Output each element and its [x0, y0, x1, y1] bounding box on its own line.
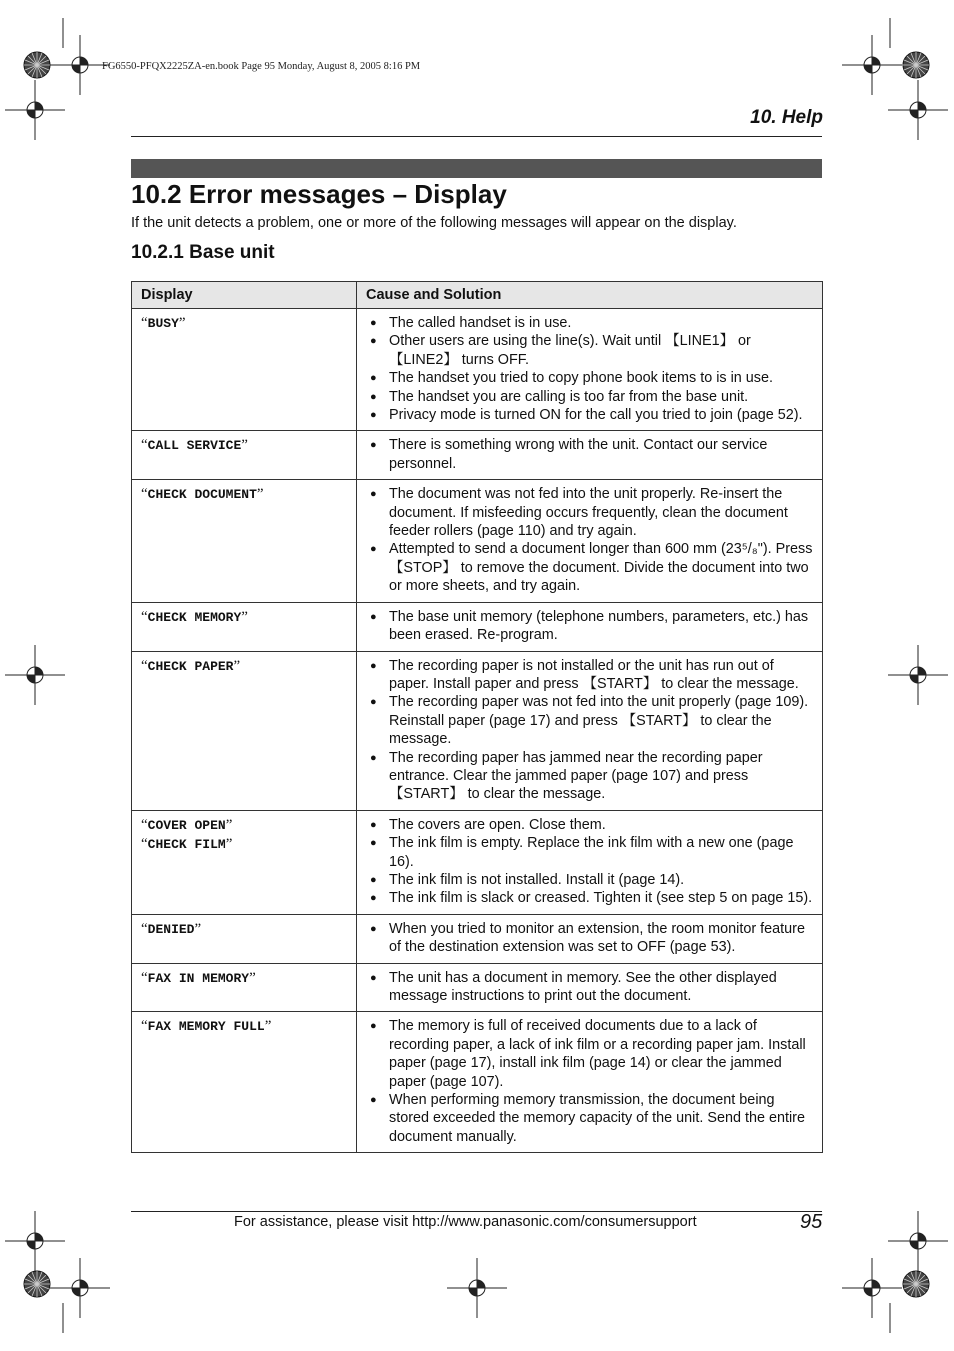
page-title: 10.2 Error messages – Display [131, 179, 507, 209]
display-message: “CHECK DOCUMENT” [141, 486, 264, 503]
display-message: “CALL SERVICE” [141, 437, 248, 454]
column-header-display: Display [132, 282, 357, 309]
cause-item: ● The ink film is empty. Replace the ink film with a new one (page 16). [366, 834, 814, 871]
star-mark-top-right [903, 52, 929, 78]
cause-item: ● The base unit memory (telephone numbers, parameters, etc.) has been erased. Re-program. [366, 608, 814, 645]
star-mark-bottom-left [24, 1271, 50, 1297]
cause-list [366, 485, 814, 595]
cause-list [366, 314, 814, 424]
cause-list [366, 608, 814, 645]
cause-item: ● The recording paper is not installed or the unit has run out of paper. Install paper and press 【START】 to clear the message. [366, 657, 814, 694]
display-cell [132, 602, 357, 651]
display-message: “CHECK PAPER” [141, 657, 241, 674]
cause-item: ● Attempted to send a document longer than 600 mm (23⁵/₈"). Press 【STOP】 to remove the document. Divide the document into two or more sheets, and try again. [366, 540, 814, 595]
cause-list [366, 969, 814, 1006]
cause-item: ● Privacy mode is turned ON for the call you tried to join (page 52). [366, 406, 814, 424]
cause-item: ● The unit has a document in memory. See the other displayed message instructions to print out the document. [366, 969, 814, 1006]
display-cell [132, 810, 357, 914]
header-rule [131, 136, 822, 137]
table-row [132, 431, 823, 480]
cause-item: ● The memory is full of received documents due to a lack of recording paper, a lack of ink film or a recording paper jam. Install paper (page 17), install ink film (page 14) or clear the jammed paper (page 107). [366, 1017, 814, 1091]
cause-cell [357, 602, 823, 651]
cause-item: ● The handset you tried to copy phone book items to is in use. [366, 369, 814, 387]
cause-cell [357, 309, 823, 431]
table-body [132, 309, 823, 1153]
display-message: “COVER OPEN” [141, 816, 233, 833]
cause-item: ● The handset you are calling is too far from the base unit. [366, 388, 814, 406]
assistance-text: For assistance, please visit http://www.panasonic.com/consumersupport [234, 1214, 697, 1230]
cause-list [366, 657, 814, 804]
cause-item: ● The ink film is slack or creased. Tighten it (see step 5 on page 15). [366, 889, 814, 907]
cause-item: ● When performing memory transmission, the document being stored exceeded the memory capacity of the unit. Send the entire document manually. [366, 1091, 814, 1146]
cause-cell [357, 480, 823, 602]
cause-item: ● The document was not fed into the unit properly. Re-insert the document. If misfeeding occurs frequently, clean the document feeder rollers (page 110) and try again. [366, 485, 814, 540]
cause-item: ● The ink film is not installed. Install it (page 14). [366, 871, 814, 889]
cause-item: ● The recording paper has jammed near the recording paper entrance. Clear the jammed paper (page 107) and press 【START】 to clear the message. [366, 749, 814, 804]
cause-item: ● Other users are using the line(s). Wait until 【LINE1】 or 【LINE2】 turns OFF. [366, 332, 814, 369]
cause-list [366, 436, 814, 473]
cause-cell [357, 810, 823, 914]
cause-item: ● The called handset is in use. [366, 314, 814, 332]
display-cell [132, 309, 357, 431]
table-row [132, 963, 823, 1012]
display-message: “BUSY” [141, 315, 186, 331]
intro-text: If the unit detects a problem, one or more of the following messages will appear on the display. [131, 215, 737, 231]
cause-cell [357, 651, 823, 810]
cause-item: ● The recording paper was not fed into the unit properly (page 109). Reinstall paper (page 17) and press 【START】 to clear the message. [366, 693, 814, 748]
cause-item: ● There is something wrong with the unit. Contact our service personnel. [366, 436, 814, 473]
table-row [132, 914, 823, 963]
column-header-cause: Cause and Solution [357, 282, 823, 309]
cause-cell [357, 963, 823, 1012]
cause-item: ● The covers are open. Close them. [366, 816, 814, 834]
subsection-title: 10.2.1 Base unit [131, 242, 275, 263]
display-cell [132, 651, 357, 810]
display-cell [132, 963, 357, 1012]
table-row [132, 309, 823, 431]
table-header-row [132, 282, 823, 309]
table-row [132, 602, 823, 651]
cause-cell [357, 914, 823, 963]
display-cell [132, 914, 357, 963]
display-message: “CHECK FILM” [141, 836, 233, 853]
display-message: “FAX IN MEMORY” [141, 969, 256, 986]
table-row [132, 810, 823, 914]
table-row [132, 480, 823, 602]
cause-item: ● When you tried to monitor an extension, the room monitor feature of the destination extension was set to OFF (page 53). [366, 920, 814, 957]
display-cell [132, 480, 357, 602]
display-cell [132, 1012, 357, 1153]
print-slug: FG6550-PFQX2225ZA-en.book Page 95 Monday, August 8, 2005 8:16 PM [102, 61, 421, 72]
section-header: 10. Help [750, 107, 823, 128]
display-message: “FAX MEMORY FULL” [141, 1018, 272, 1035]
table-row [132, 1012, 823, 1153]
star-mark-top-left [24, 52, 50, 78]
footer-rule [131, 1211, 822, 1212]
error-messages-table [131, 281, 823, 1153]
display-message: “DENIED” [141, 920, 202, 937]
cause-list [366, 920, 814, 957]
title-bar [131, 159, 822, 178]
display-cell [132, 431, 357, 480]
cause-list [366, 816, 814, 908]
page-number: 95 [800, 1211, 823, 1233]
cause-list [366, 1017, 814, 1146]
table-row [132, 651, 823, 810]
cause-cell [357, 431, 823, 480]
star-mark-bottom-right [903, 1271, 929, 1297]
cause-cell [357, 1012, 823, 1153]
display-message: “CHECK MEMORY” [141, 608, 248, 625]
